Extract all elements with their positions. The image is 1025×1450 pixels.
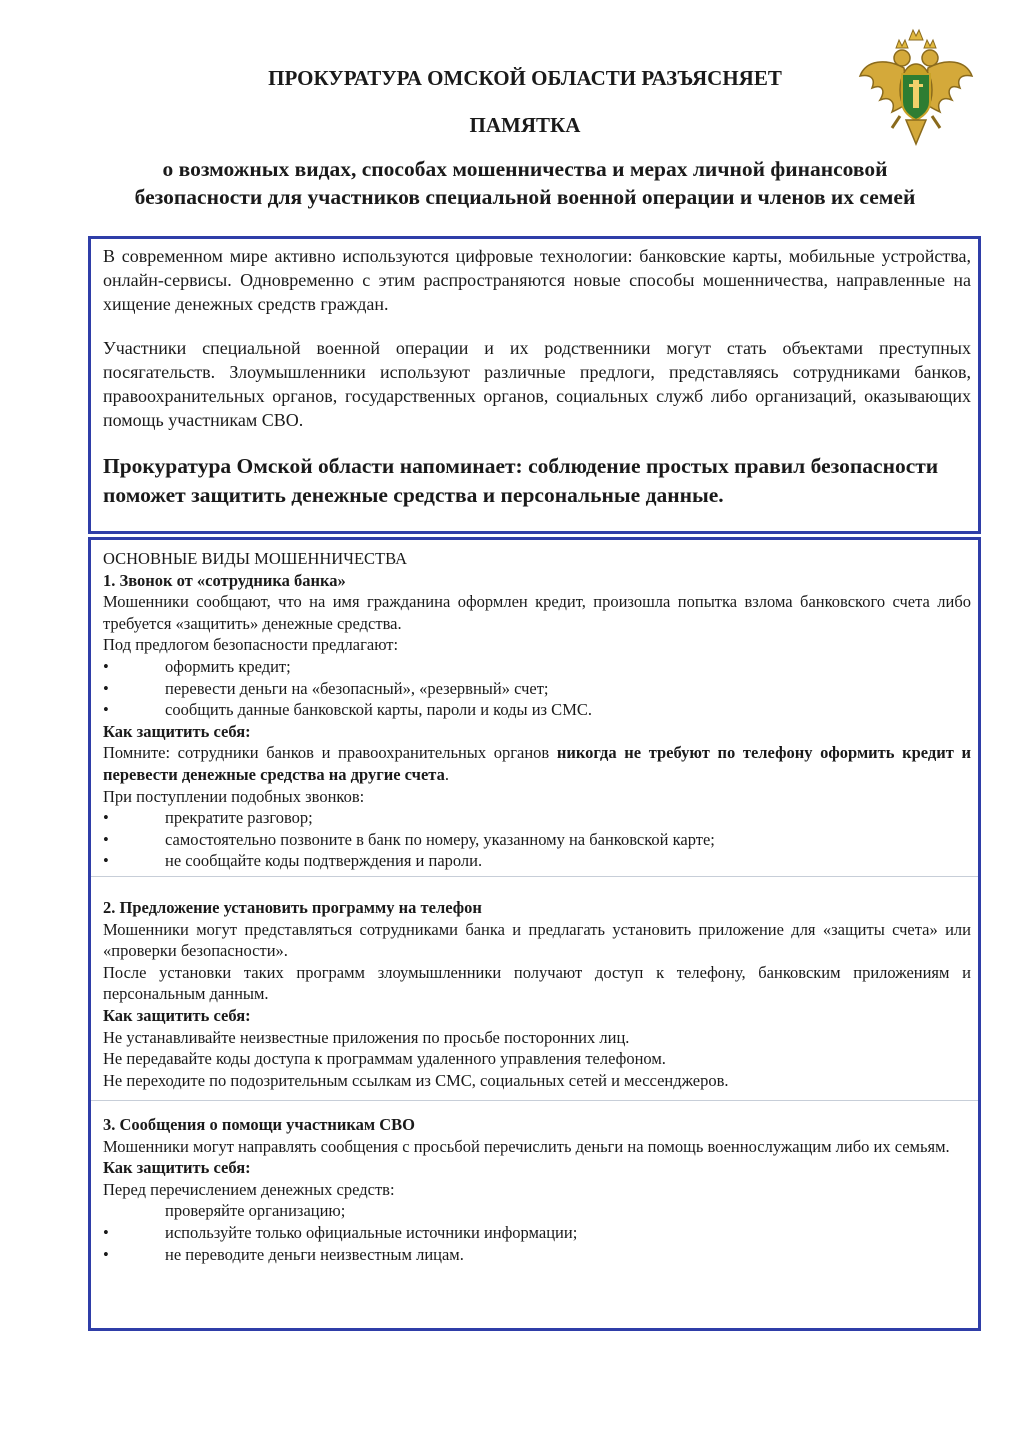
bullet-icon: • [103,678,109,698]
list-item: проверяйте организацию; [165,1201,346,1221]
list-item: • оформить кредит; [103,656,291,676]
protect-heading: Как защитить себя: [103,1158,251,1178]
section-title: 2. Предложение установить программу на телефон [103,898,482,917]
intro-text [103,244,971,510]
organization-heading: ПРОКУРАТУРА ОМСКОЙ ОБЛАСТИ РАЗЪЯСНЯЕТ [268,66,782,90]
bullet-icon: • [103,1244,109,1264]
section-paragraph: После установки таких программ злоумышленники получают доступ к телефону, банковским приложениям и персональным данным. [103,962,971,1004]
protect-heading: Как защитить себя: [103,1005,251,1025]
bullet-icon: • [103,700,109,720]
advice-line: Не устанавливайте неизвестные приложения по просьбе посторонних лиц. [103,1027,630,1047]
section-svo-help-messages [103,1114,971,1265]
list-item: • не сообщайте коды подтверждения и пароли. [103,851,483,871]
remember-emphasis: никогда не требуют по телефону оформить кредит и перевести денежные средства на другие счета [103,743,971,784]
section-paragraph: Мошенники могут направлять сообщения с просьбой перечислить деньги на помощь военнослужащим либо их семьям. [103,1136,950,1156]
list-item: • сообщить данные банковской карты, пароли и коды из СМС. [103,700,592,720]
section-title: 1. Звонок от «сотрудника банка» [103,570,346,590]
section-paragraph: Под предлогом безопасности предлагают: [103,635,399,655]
bullet-list [103,1200,971,1265]
protect-heading: Как защитить себя: [103,721,251,741]
advice-line: Не переходите по подозрительным ссылкам из СМС, социальных сетей и мессенджеров. [103,1070,729,1090]
intro-paragraph-2: Участники специальной военной операции и их родственники могут стать объектами преступных посягательств. Злоумышленники используют различные предлоги, представляясь сотрудниками банков, правоохранительных органов, государственных органов, социальных служб либо организаций, оказывающих помощь участникам СВО. [103,338,971,430]
document-subtitle [60,155,990,211]
intro-paragraph-1: В современном мире активно используются цифровые технологии: банковские карты, мобильные устройства, онлайн-сервисы. Одновременно с этим распространяются новые способы мошенничества, направленные на хищение денежных средств граждан. [103,246,971,314]
fraud-types-heading: ОСНОВНЫЕ ВИДЫ МОШЕННИЧЕСТВА [103,549,407,568]
section-phone-app [103,897,971,1091]
bullet-icon: • [103,829,109,849]
bullet-icon: • [103,808,109,828]
section-paragraph: Мошенники могут представляться сотрудниками банка и предлагать установить приложение для «защиты счета» или «проверки безопасности». [103,919,971,961]
bullet-icon: • [103,1222,109,1242]
list-item: • перевести деньги на «безопасный», «резервный» счет; [103,678,549,698]
list-item: • самостоятельно позвоните в банк по номеру, указанному на банковской карте; [103,829,715,849]
section-paragraph: При поступлении подобных звонков: [103,786,365,806]
advice-line: Не передавайте коды доступа к программам удаленного управления телефоном. [103,1049,666,1069]
section-paragraph: Перед перечислением денежных средств: [103,1179,395,1199]
bullet-icon: • [103,656,109,676]
bullet-list [103,807,971,872]
list-item: • не переводите деньги неизвестным лицам. [103,1244,464,1264]
list-item: • используйте только официальные источники информации; [103,1222,578,1242]
section-divider [91,876,978,877]
list-item: • прекратите разговор; [103,808,313,828]
section-paragraph: Мошенники сообщают, что на имя гражданина оформлен кредит, произошла попытка взлома банковского счета либо требуется «защитить» денежные средства. [103,592,971,633]
prosecutor-reminder: Прокуратура Омской области напоминает: соблюдение простых правил безопасности поможет защитить денежные средства и персональные данные. [103,454,939,507]
section-bank-call [103,548,971,872]
remember-paragraph: Помните: сотрудники банков и правоохранительных органов никогда не требуют по телефону оформить кредит и перевести денежные средства на другие счета. [103,743,971,784]
bullet-list [103,656,971,721]
section-divider [91,1100,978,1101]
subtitle-line-2: безопасности для участников специальной военной операции и членов их семей [134,185,916,209]
document-title: ПАМЯТКА [469,113,581,137]
section-title: 3. Сообщения о помощи участникам СВО [103,1115,416,1134]
subtitle-line-1: о возможных видах, способах мошенничества и мерах личной финансовой [162,157,888,181]
bullet-icon: • [103,851,109,871]
